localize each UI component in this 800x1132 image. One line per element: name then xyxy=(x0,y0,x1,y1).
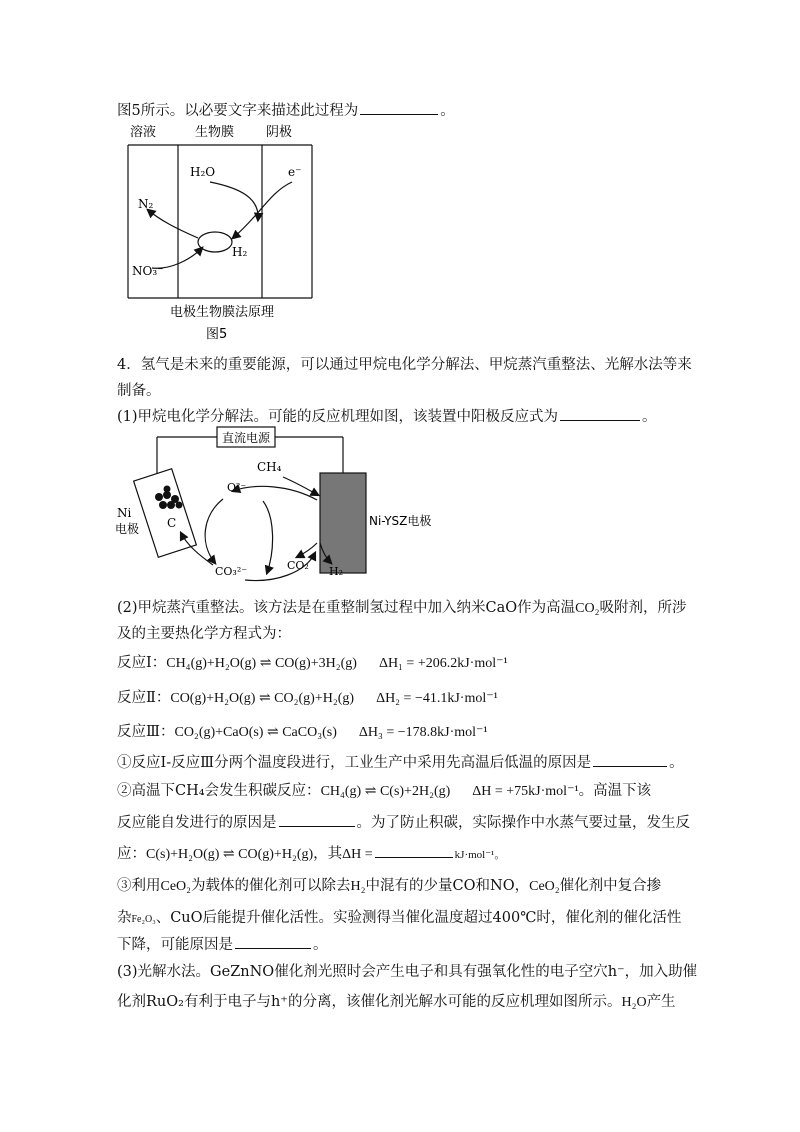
sub-question-1 xyxy=(117,752,684,773)
reaction-3-label: 反应Ⅲ： xyxy=(117,724,175,740)
sub-question-2c-equation: C(s)+H₂O(g) ⇌ CO(g)+H₂(g) xyxy=(146,847,314,862)
q4-part3b-h2o: H₂O xyxy=(621,995,647,1010)
reaction-1 xyxy=(117,653,508,674)
power-supply-label: 直流电源 xyxy=(222,431,271,445)
o2-label: O²⁻ xyxy=(227,481,247,494)
sub-question-2b xyxy=(117,812,690,833)
h2-label: H₂ xyxy=(329,565,344,578)
fig5-col-solution: 溶液 xyxy=(130,125,157,140)
fig5-n2-arrow xyxy=(148,210,198,238)
sub-question-3c xyxy=(117,934,328,955)
sub-question-1-text: ①反应Ⅰ-反应Ⅲ分两个温度段进行，工业生产中采用先高温后低温的原因是 xyxy=(117,755,592,771)
sub-question-2b-end: 。为了防止积碳，实际操作中水蒸气要过量，发生反 xyxy=(356,815,690,831)
fig5-caption: 电极生物膜法原理 xyxy=(170,305,275,320)
sub-question-2c-mid: ，其 xyxy=(313,846,343,862)
q4-part2-end: 吸附剂，所涉 xyxy=(599,600,687,616)
o2-arrow-down xyxy=(205,499,223,563)
carbon-label: C xyxy=(167,516,177,530)
q4-part3b-text: 化剂RuO₂有利于电子与h⁺的分离，该催化剂光解水可能的反应机理如图所示。 xyxy=(117,994,622,1010)
q4-part1-line xyxy=(117,406,657,427)
fig5-col-membrane: 生物膜 xyxy=(195,125,235,140)
sub-question-3-d: 催化剂中复合掺 xyxy=(559,878,662,894)
sub-question-3-b: 为载体的催化剂可以除去 xyxy=(191,878,351,894)
reaction-2-equation: CO(g)+H₂O(g) ⇌ CO₂(g)+H₂(g) xyxy=(170,691,355,706)
sub-question-2-equation: CH₄(g) ⇌ C(s)+2H₂(g) xyxy=(320,784,451,799)
fig5-n2: N₂ xyxy=(138,197,154,211)
q4-part3b-end: 产生 xyxy=(646,994,676,1010)
fig5-col-cathode: 阴极 xyxy=(266,125,293,140)
sub-question-3-e: 杂 xyxy=(117,910,132,926)
ni-label: Ni xyxy=(117,506,132,520)
q4-title-2: 制备。 xyxy=(117,383,161,399)
sub-question-3b xyxy=(117,908,681,930)
ni-electrode xyxy=(134,469,197,557)
ni-electrode-label: 电极 xyxy=(115,522,140,536)
sub-question-2b-blank[interactable] xyxy=(279,812,355,827)
sub-question-1-end: 。 xyxy=(669,755,684,771)
fig5-no3: NO₃⁻ xyxy=(132,264,164,278)
sub-question-2-end: 。高温下该 xyxy=(578,783,652,799)
reaction-3 xyxy=(117,722,488,743)
intro-text: 图5所示。以必要文字来描述此过程为 xyxy=(117,103,359,119)
fig5-h2o: H₂O xyxy=(190,165,216,179)
reaction-1-label: 反应Ⅰ： xyxy=(117,655,167,671)
fig5-label: 图5 xyxy=(206,327,228,342)
sub-question-3-a: ③利用 xyxy=(117,878,161,894)
sub-question-2c-dh: ΔH = xyxy=(342,847,373,862)
reaction-2 xyxy=(117,688,498,709)
q4-part2-co2: CO₂ xyxy=(575,601,600,616)
sub-question-2c-blank[interactable] xyxy=(375,843,453,858)
reaction-3-dh: ΔH₃ = −178.8kJ·mol⁻¹ xyxy=(358,725,488,740)
q4-part1-text: (1)甲烷电化学分解法。可能的反应机理如图，该装置中阳极反应式为 xyxy=(117,409,559,425)
fig5-h2o-arrow xyxy=(210,182,258,220)
fig5-h2: H₂ xyxy=(232,245,248,259)
q4-part2b: 及的主要热化学方程式为： xyxy=(117,626,291,642)
q4-title: 4．氢气是未来的重要能源，可以通过甲烷电化学分解法、甲烷蒸汽重整法、光解水法等来 xyxy=(117,357,692,373)
q4-part2-text: (2)甲烷蒸汽重整法。该方法是在重整制氢过程中加入纳米CaO作为高温 xyxy=(117,600,576,616)
q4-part3: (3)光解水法。GeZnNO催化剂光照时会产生电子和具有强氧化性的电子空穴h⁻，加入助催 xyxy=(117,964,698,980)
sub-question-3-ceo2b: CeO₂ xyxy=(529,879,560,894)
q4-part1-blank[interactable] xyxy=(560,406,640,421)
sub-question-3-blank[interactable] xyxy=(235,934,311,949)
methane-electrolysis-diagram xyxy=(115,425,455,590)
reaction-2-dh: ΔH₂ = −41.1kJ·mol⁻¹ xyxy=(376,691,498,706)
sub-question-2c xyxy=(117,843,505,865)
ch4-label: CH₄ xyxy=(257,460,282,474)
intro-line xyxy=(117,100,455,121)
sub-question-2-dh: ΔH = +75kJ·mol⁻¹ xyxy=(472,784,579,799)
sub-question-3-f: 、CuO后能提升催化活性。实验测得当催化温度超过400℃时，催化剂的催化活性 xyxy=(155,910,682,926)
co2-label: CO₂ xyxy=(287,559,309,572)
reaction-1-dh: ΔH₁ = +206.2kJ·mol⁻¹ xyxy=(378,656,508,671)
o2-arrow-right xyxy=(263,501,273,573)
sub-question-3-fe2o3: Fe₂O₃ xyxy=(131,914,156,925)
sub-question-2c-unit: kJ·mol⁻¹。 xyxy=(454,849,506,861)
reaction-2-label: 反应Ⅱ： xyxy=(117,690,171,706)
sub-question-2-text: ②高温下CH₄会发生积碳反应： xyxy=(117,783,321,799)
reaction-1-equation: CH₄(g)+H₂O(g) ⇌ CO(g)+3H₂(g) xyxy=(166,656,357,671)
fig5-electron: e⁻ xyxy=(288,165,302,179)
answer-blank[interactable] xyxy=(360,100,438,115)
q4-part1-end: 。 xyxy=(642,409,657,425)
sub-question-2b-text: 反应能自发进行的原因是 xyxy=(117,815,277,831)
reaction-3-equation: CO₂(g)+CaO(s) ⇌ CaCO₃(s) xyxy=(174,725,337,740)
ni-ysz-label: Ni-YSZ电极 xyxy=(369,514,432,528)
sub-question-3-h2: H₂ xyxy=(350,879,366,894)
sub-question-3-ceo2: CeO₂ xyxy=(160,879,192,894)
q4-part3b xyxy=(117,992,676,1013)
figure-5-diagram xyxy=(120,120,320,350)
sub-question-2 xyxy=(117,781,651,802)
co3-label: CO₃²⁻ xyxy=(215,565,248,578)
sub-question-3 xyxy=(117,876,661,897)
intro-end: 。 xyxy=(440,103,455,119)
sub-question-2c-text: 应： xyxy=(117,846,146,862)
sub-question-3-g-end: 。 xyxy=(313,937,328,953)
fig5-bubble xyxy=(198,232,232,252)
sub-question-1-blank[interactable] xyxy=(593,752,667,767)
sub-question-3-g: 下降，可能原因是 xyxy=(117,937,233,953)
sub-question-3-c: 中混有的少量CO和NO， xyxy=(365,878,530,894)
q4-part2-line xyxy=(117,598,687,619)
